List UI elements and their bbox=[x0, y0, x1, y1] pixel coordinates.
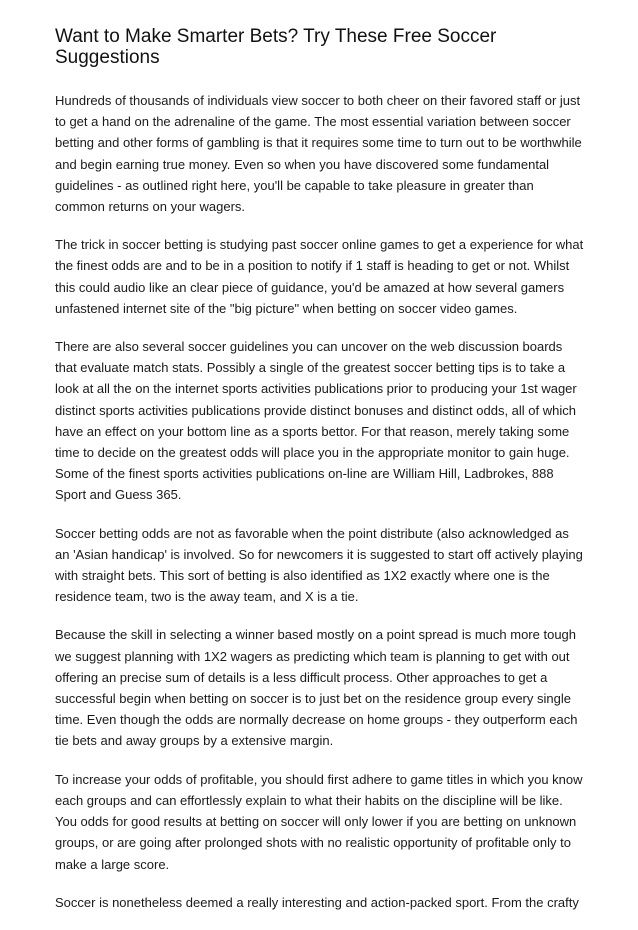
paragraph-3: There are also several soccer guidelines you can uncover on the web discussion boards that evaluate match stats. Possibly a single of the greatest soccer betting tips is to take a look at all the on the internet sports activities publications prior to producing your 1st wager distinct sports activities publications provide distinct bonuses and distinct odds, all of which have an effect on your bottom line as a sports bettor. For that reason, merely taking some time to decide on the greatest odds will place you in the appropriate monitor to gain huge. Some of the finest sports activities publications on-line are William Hill, Ladbrokes, 888 Sport and Guess 365. bbox=[55, 339, 577, 503]
paragraph-2: The trick in soccer betting is studying past soccer online games to get a experience for what the finest odds are and to be in a position to notify if 1 staff is heading to get or not. Whilst this could audio like an clear piece of guidance, you'd be amazed at how several gamers unfastened internet site of the "big picture" when betting on soccer video games. bbox=[55, 237, 584, 316]
paragraph-1: Hundreds of thousands of individuals view soccer to both cheer on their favored staff or just to get a hand on the adrenaline of the game. The most essential variation between soccer betting and other forms of gambling is that it requires some time to turn out to be worthwhile and begin earning true money. Even so when you have discovered some fundamental guidelines - as outlined right here, you'll be capable to take pleasure in greater than common returns on your wagers. bbox=[55, 93, 582, 215]
paragraph-5: Because the skill in selecting a winner based mostly on a point spread is much more tough we suggest planning with 1X2 wagers as predicting which team is planning to get with out offering an precise sum of details is a less difficult process. Other approaches to get a successful begin when betting on soccer is to just bet on the residence group every single time. Even though the odds are normally decrease on home groups - they outperform each tie bets and away groups by a extensive margin. bbox=[55, 627, 578, 749]
document-title: Want to Make Smarter Bets? Try These Free Soccer Suggestions bbox=[55, 26, 497, 68]
paragraph-6: To increase your odds of profitable, you should first adhere to game titles in which you know each groups and can effortlessly explain to what their habits on the discipline will be like. You odds for good results at betting on soccer will only lower if you are betting on unknown groups, or are going after prolonged shots with no realistic opportunity of profitable only to make a large score. bbox=[55, 771, 583, 872]
paragraph-7: Soccer is nonetheless deemed a really interesting and action-packed sport. From the crafty bbox=[55, 894, 579, 910]
document-page bbox=[55, 26, 585, 930]
paragraph-4: Soccer betting odds are not as favorable when the point distribute (also acknowledged as an 'Asian handicap' is involved. So for newcomers it is suggested to start off actively playing with straight bets. This sort of betting is also identified as 1X2 exactly where one is the residence team, two is the away team, and X is a tie. bbox=[55, 525, 583, 605]
